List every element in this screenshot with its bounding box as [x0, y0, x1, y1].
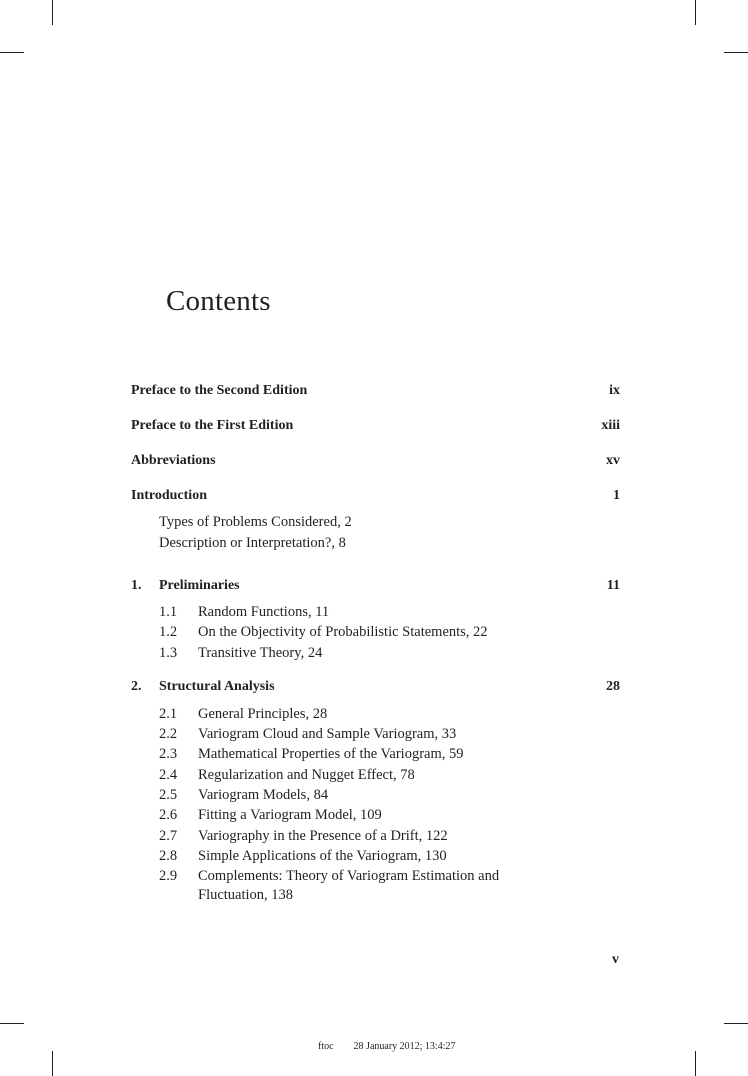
- toc-entry-title: Preface to the First Edition: [131, 418, 294, 433]
- section-number: 2.2: [159, 726, 178, 742]
- section-number: 2.7: [159, 828, 178, 844]
- section-number: 2.1: [159, 706, 178, 722]
- toc-subentry-text: Description or Interpretation?, 8: [159, 535, 346, 551]
- crop-mark: [0, 52, 24, 53]
- section-number: 2.6: [159, 807, 178, 823]
- section-title: Fitting a Variogram Model, 109: [198, 807, 382, 823]
- section-number: 1.1: [159, 604, 178, 620]
- slug-file: ftoc: [318, 1041, 334, 1052]
- crop-mark: [52, 1051, 53, 1076]
- page-number: v: [612, 952, 619, 967]
- section-title: Simple Applications of the Variogram, 130: [198, 848, 447, 864]
- section-title: Variogram Models, 84: [198, 787, 329, 803]
- toc-entry-introduction[interactable]: [131, 486, 620, 506]
- section-number: 2.9: [159, 868, 178, 884]
- toc-entry-title: Introduction: [131, 488, 207, 503]
- section-title: Random Functions, 11: [198, 604, 330, 620]
- section-title: Variogram Cloud and Sample Variogram, 33: [198, 726, 457, 742]
- section-title: Complements: Theory of Variogram Estimation and: [198, 868, 500, 884]
- section-number: 2.5: [159, 787, 178, 803]
- toc-entry-preface-second[interactable]: [131, 381, 620, 401]
- section-title: Regularization and Nugget Effect, 78: [198, 767, 415, 783]
- crop-mark: [52, 0, 53, 25]
- toc-entry-title: Abbreviations: [131, 453, 216, 468]
- toc-entry-abbreviations[interactable]: [131, 451, 620, 471]
- chapter-title: Structural Analysis: [159, 679, 275, 694]
- toc-entry-page: xv: [606, 453, 620, 468]
- toc-entry-preface-first[interactable]: [131, 416, 620, 436]
- crop-mark: [695, 0, 696, 25]
- toc-entry-page: 1: [613, 488, 620, 503]
- toc-chapter-1[interactable]: [131, 576, 620, 596]
- toc-subentry[interactable]: [159, 512, 352, 532]
- toc-subentry[interactable]: [159, 533, 346, 553]
- chapter-number: 2.: [131, 679, 142, 694]
- toc-entry-page: xiii: [601, 418, 620, 433]
- section-number: 2.3: [159, 746, 178, 762]
- crop-mark: [0, 1023, 24, 1024]
- toc-chapter-2[interactable]: [131, 677, 620, 697]
- page-title: Contents: [166, 285, 271, 318]
- slug-timestamp: 28 January 2012; 13:4:27: [353, 1041, 456, 1052]
- crop-mark: [724, 52, 748, 53]
- section-number: 2.4: [159, 767, 178, 783]
- chapter-page: 11: [606, 578, 620, 593]
- chapter-title: Preliminaries: [159, 578, 240, 593]
- toc-entry-page: ix: [609, 383, 620, 398]
- crop-mark: [695, 1051, 696, 1076]
- chapter-number: 1.: [131, 578, 142, 593]
- section-number: 1.2: [159, 624, 178, 640]
- section-title: General Principles, 28: [198, 706, 328, 722]
- toc-entry-title: Preface to the Second Edition: [131, 383, 308, 398]
- toc-subentry-text: Types of Problems Considered, 2: [159, 514, 352, 530]
- print-slug: [318, 1040, 455, 1054]
- section-title: Variography in the Presence of a Drift, 122: [198, 828, 448, 844]
- section-number: 1.3: [159, 645, 178, 661]
- section-title: On the Objectivity of Probabilistic Statements, 22: [198, 624, 488, 640]
- section-title: Mathematical Properties of the Variogram, 59: [198, 746, 464, 762]
- section-number: 2.8: [159, 848, 178, 864]
- crop-mark: [724, 1023, 748, 1024]
- chapter-page: 28: [606, 679, 620, 694]
- section-title: Transitive Theory, 24: [198, 645, 323, 661]
- section-title-continuation: Fluctuation, 138: [198, 887, 294, 903]
